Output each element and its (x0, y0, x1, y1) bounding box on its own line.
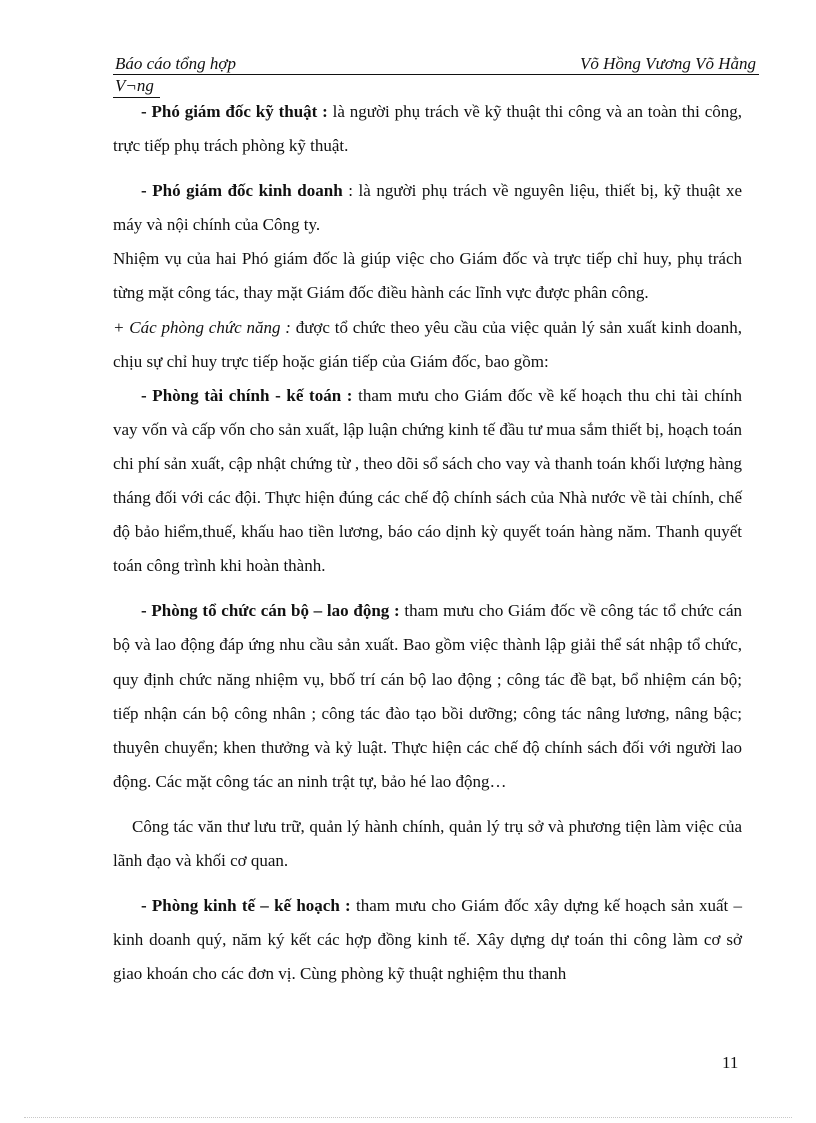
paragraph-text: tham mưu cho Giám đốc xây dựng kế hoạch sản xuất – kinh doanh quý, năm ký kết các hợp đồng kinh tế. Xây dựng dự toán thi công làm cơ sở giao khoán cho các đơn vị. Cùng phòng kỹ thuật nghiệm thu thanh (113, 896, 742, 984)
paragraph-text: tham mưu cho Giám đốc về kế hoạch thu chi tài chính vay vốn và cấp vốn cho sản xuất, lập luận chứng kinh tế đầu tư mua sắm thiết bị, hoạch toán chi phí sản xuất, cập nhật chứng từ , theo dõi sổ sách cho vay và thanh toán khối lượng hàng tháng đối với các đội. Thực hiện đúng các chế độ chính sách của Nhà nước về tài chính, chế độ bảo hiểm,thuế, khấu hao tiền lương, báo cáo dịnh kỳ quyết toán hàng năm. Thanh quyết toán công trình khi hoàn thành. (113, 385, 742, 576)
paragraph-text: : là người phụ trách về nguyên liệu, thiết bị, kỹ thuật xe máy và nội chính của Công ty. (113, 181, 742, 235)
header-line (113, 52, 759, 75)
header-report-title: Báo cáo tổng hợp (115, 54, 236, 73)
paragraph-text: tham mưu cho Giám đốc về công tác tổ chức cán bộ và lao động đáp ứng nhu cầu sản xuất. Bao gồm việc thành lập giải thể sát nhập tổ chức, quy định chức năng nhiệm vụ, bbố trí cán bộ lao động ; công tác đề bạt, bổ nhiệm cán bộ; tiếp nhận cán bộ công nhân ; công tác đào tạo bồi dưỡng; công tác nâng lương, nâng bậc; thuyên chuyển; khen thưởng và kỷ luật. Thực hiện các chế độ chính sách đối với người lao động. Các mặt công tác an ninh trật tự, bảo hé lao động… (113, 601, 742, 791)
page-number: 11 (722, 1053, 739, 1072)
paragraph-deputy-technical (113, 95, 742, 163)
page-header (113, 52, 759, 96)
paragraph-lead: - Phòng tài chính - kế toán : (141, 385, 353, 405)
page-bottom-divider (24, 1117, 792, 1118)
paragraph-lead: - Phòng tổ chức cán bộ – lao động : (141, 601, 400, 621)
document-body (113, 95, 742, 991)
paragraph-finance-accounting (113, 379, 742, 584)
paragraph-economics-planning (113, 889, 742, 991)
paragraph-lead: - Phó giám đốc kỹ thuật : (141, 102, 328, 121)
paragraph-personnel-labour (113, 594, 742, 799)
paragraph-functional-departments (113, 311, 742, 379)
paragraph-lead: + Các phòng chức năng : (113, 317, 291, 337)
header-author-continuation: V¬ng (113, 75, 160, 98)
paragraph-deputy-duties (113, 242, 742, 310)
paragraph-lead: - Phòng kinh tế – kế hoạch : (141, 896, 351, 916)
paragraph-text: được tổ chức theo yêu cầu của việc quản lý sản xuất kinh doanh, chịu sự chỉ huy trực tiếp hoặc gián tiếp của Giám đốc, bao gồm: (113, 317, 742, 371)
paragraph-text: là người phụ trách về kỹ thuật thi công và an toàn thi công, trực tiếp phụ trách phòng kỹ thuật. (113, 102, 742, 156)
header-author: Võ Hồng Vương Võ Hằng (579, 54, 756, 73)
paragraph-lead: - Phó giám đốc kinh doanh (141, 181, 343, 201)
paragraph-text: Nhiệm vụ của hai Phó giám đốc là giúp việc cho Giám đốc và trực tiếp chỉ huy, phụ trách từng mặt công tác, thay mặt Giám đốc điều hành các lĩnh vực được phân công. (113, 249, 742, 303)
paragraph-deputy-business (113, 174, 742, 242)
paragraph-clerical (113, 810, 742, 878)
paragraph-text: Công tác văn thư lưu trữ, quản lý hành chính, quản lý trụ sở và phương tiện làm việc của lãnh đạo và khối cơ quan. (113, 816, 742, 870)
